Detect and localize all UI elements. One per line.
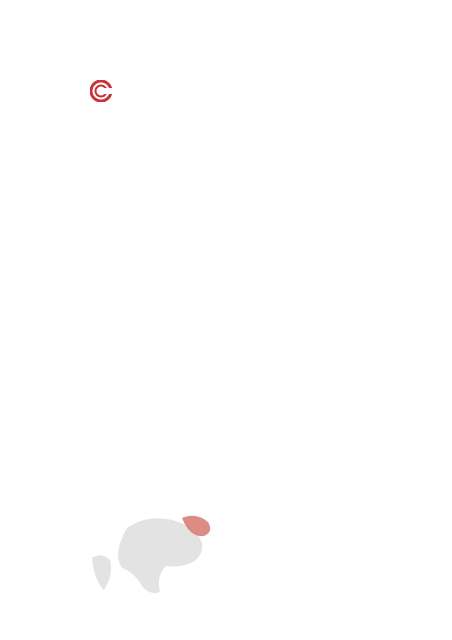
chamber-logo-icon [90,80,112,102]
chapter-banner [114,90,344,130]
xpande-logo [234,191,424,233]
right-column [234,166,424,247]
left-column [32,172,222,185]
decorative-footer-lines [0,590,452,640]
world-map-shape [92,516,210,593]
crowd-arrow-illustration [32,458,218,608]
